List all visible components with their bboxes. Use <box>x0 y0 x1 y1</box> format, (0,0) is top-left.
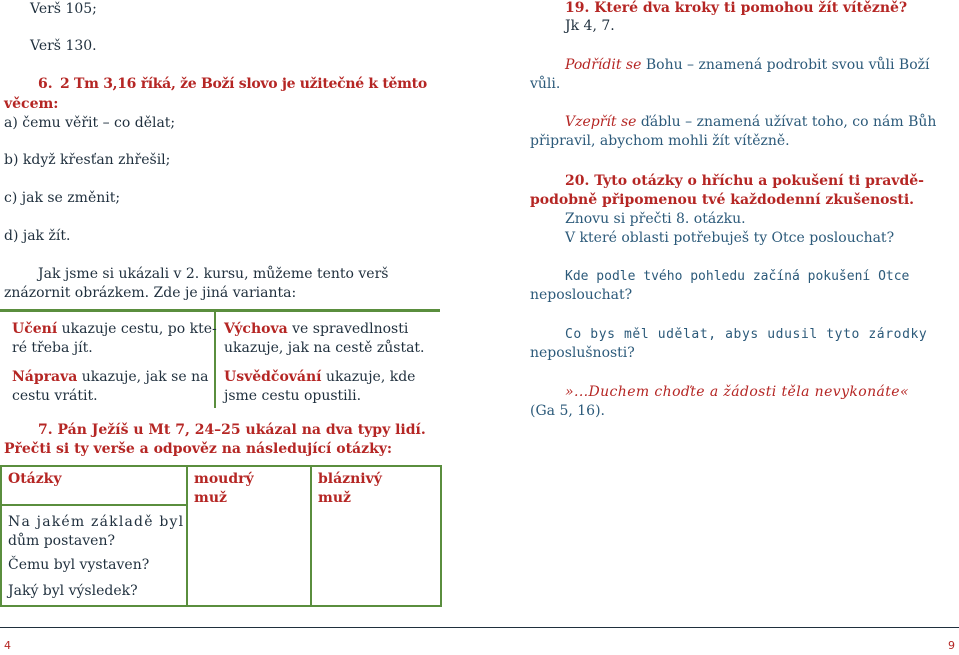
correction-line1 <box>12 368 208 387</box>
teaching-text1: ukazuje cestu, po kte- <box>57 321 217 337</box>
teaching-line2: ré třeba jít. <box>12 340 93 356</box>
question-20-line3: Znovu si přečti 8. otázku. <box>565 211 746 227</box>
page-number-right: 9 <box>948 639 955 652</box>
submit-line1 <box>565 56 939 75</box>
table-row1-line1: Na jakém základě byl <box>8 514 185 530</box>
right-page <box>480 0 959 651</box>
table-header-wise-1: moudrý <box>194 471 254 487</box>
reproof-line1 <box>224 368 415 387</box>
resist-line1 <box>565 113 936 132</box>
intro-line1: Jak jsme si ukázali v 2. kursu, můžeme tento verš <box>38 266 389 282</box>
question-19: 19. Které dva kroky ti pomohou žít vítězně? <box>565 0 908 16</box>
quote-line2: (Ga 5, 16). <box>530 403 605 419</box>
table-header-rule <box>0 504 188 506</box>
submit-term: Podřídit se <box>565 57 642 73</box>
prompt-temptation-line1: Kde podle tvého pohledu začíná pokušení Otce <box>565 269 910 284</box>
submit-line2: vůli. <box>530 76 561 92</box>
answer-c: c) jak se změnit; <box>4 190 121 206</box>
training-title: Výchova <box>224 321 288 337</box>
question-6-number: 6. <box>38 76 53 92</box>
prompt-temptation-line2: neposlouchat? <box>530 287 633 303</box>
question-20-line1: 20. Tyto otázky o hříchu a pokušení ti pravdě- <box>565 173 924 189</box>
diagram-top-border <box>0 309 440 312</box>
question-7-line2: Přečti si ty verše a odpověz na následující otázky: <box>4 441 393 457</box>
reproof-title: Usvědčování <box>224 369 322 385</box>
table-header-questions: Otázky <box>8 471 62 487</box>
resist-line2: připravil, abychom mohli žít vítězně. <box>530 133 790 149</box>
question-6-line2: věcem: <box>4 96 59 112</box>
answer-a: a) čemu věřit – co dělat; <box>4 115 176 131</box>
prompt-disobedience-line1: Co bys měl udělat, abys udusil tyto zárodky <box>565 327 928 342</box>
question-20-line4: V které oblasti potřebuješ ty Otce poslouchat? <box>565 230 895 246</box>
table-row3: Jaký byl výsledek? <box>8 583 138 599</box>
table-header-wise-2: muž <box>194 490 227 506</box>
quote-line1: »...Duchem choďte a žádosti těla nevykonáte« <box>565 384 909 400</box>
table-col-divider-2 <box>310 465 312 605</box>
answer-b: b) když křesťan zhřešil; <box>4 152 171 168</box>
prompt-disobedience-line2: neposlušnosti? <box>530 345 635 361</box>
table-col-divider-1 <box>186 465 188 605</box>
reproof-line2: jsme cestu opustili. <box>224 388 362 404</box>
correction-line2: cestu vrátit. <box>12 388 98 404</box>
submit-text: Bohu – znamená podrobit svou vůli Boží <box>641 57 930 73</box>
question-6-line1: 2 Tm 3,16 říká, že Boží slovo je užitečné k těmto <box>60 76 427 92</box>
table-row1-line2: dům postaven? <box>8 533 115 549</box>
correction-title: Náprava <box>12 369 78 385</box>
training-text1: ve spravedlnosti <box>287 321 409 337</box>
teaching-line1 <box>12 320 217 339</box>
verse-105: Verš 105; <box>30 1 97 17</box>
intro-line2: znázornit obrázkem. Zde je jiná varianta: <box>4 285 297 301</box>
training-line2: ukazuje, jak na cestě zůstat. <box>224 340 425 356</box>
page-number-left: 4 <box>4 639 11 652</box>
left-page <box>0 0 478 651</box>
training-line1 <box>224 320 408 339</box>
question-20-line2: podobně připomenou tvé každodenní zkušenosti. <box>530 192 915 208</box>
reproof-text1: ukazuje, kde <box>321 369 416 385</box>
table-header-fool-2: muž <box>318 490 351 506</box>
resist-term: Vzepřít se <box>565 114 637 130</box>
question-19-reference: Jk 4, 7. <box>565 18 615 34</box>
correction-text1: ukazuje, jak se na <box>77 369 209 385</box>
resist-text: ďáblu – znamená užívat toho, co nám Bůh <box>636 114 937 130</box>
table-row2: Čemu byl vystaven? <box>8 557 150 573</box>
footer-rule <box>0 627 959 628</box>
table-header-fool-1: bláznivý <box>318 471 382 487</box>
question-7-line1: 7. Pán Ježíš u Mt 7, 24–25 ukázal na dva typy lidí. <box>38 422 426 438</box>
teaching-title: Učení <box>12 321 58 337</box>
answer-d: d) jak žít. <box>4 228 71 244</box>
verse-130: Verš 130. <box>30 38 97 54</box>
